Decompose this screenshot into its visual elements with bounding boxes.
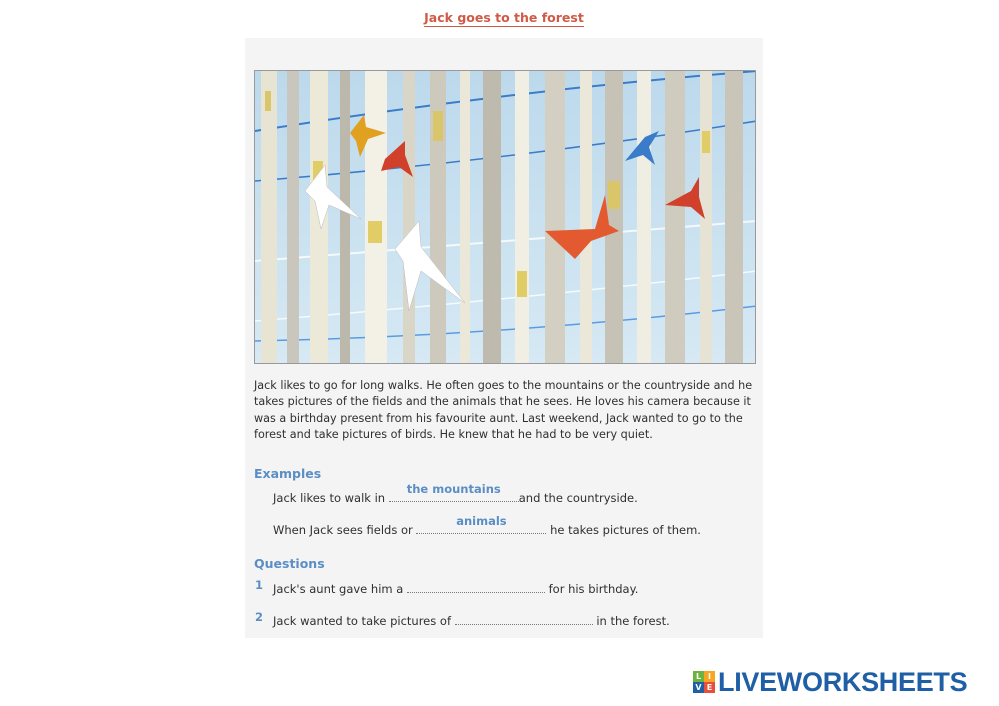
answer-input[interactable] <box>455 611 593 625</box>
example-answer: animals <box>456 514 507 528</box>
liveworksheets-logo[interactable] <box>693 668 967 696</box>
answer-input[interactable] <box>407 579 545 593</box>
example-answer: the mountains <box>406 482 501 496</box>
worksheet-title: Jack goes to the forest <box>424 10 584 25</box>
brand-mark-cell: E <box>704 682 715 693</box>
brand-mark-cell: V <box>693 682 704 693</box>
brand-mark-icon <box>693 671 715 693</box>
question-1: Jack's aunt gave him a for his birthday. <box>273 579 638 596</box>
questions-heading: Questions <box>254 556 325 571</box>
brand-mark-cell: L <box>693 671 704 682</box>
question-2: Jack wanted to take pictures of in the forest. <box>273 611 670 628</box>
answer-blank <box>416 514 546 534</box>
question-number: 2 <box>255 610 264 624</box>
forest-illustration <box>254 70 756 364</box>
brand-name: LIVEWORKSHEETS <box>718 666 968 697</box>
examples-heading: Examples <box>254 466 322 481</box>
example-2: When Jack sees fields or animals he takes pictures of them. <box>273 514 701 537</box>
question-number: 1 <box>255 578 264 592</box>
forest-birds-image <box>255 71 756 364</box>
example-1: Jack likes to walk in the mountains and the countryside. <box>273 482 638 505</box>
answer-blank <box>389 482 519 502</box>
brand-mark-cell: I <box>704 671 715 682</box>
story-paragraph: Jack likes to go for long walks. He often goes to the mountains or the countryside and he takes pictures of the fields and the animals that he sees. He loves his camera because it was a birthday present from his favourite aunt. Last weekend, Jack wanted to go to the forest and take pictures of birds. He knew that he had to be very quiet. <box>254 379 753 441</box>
